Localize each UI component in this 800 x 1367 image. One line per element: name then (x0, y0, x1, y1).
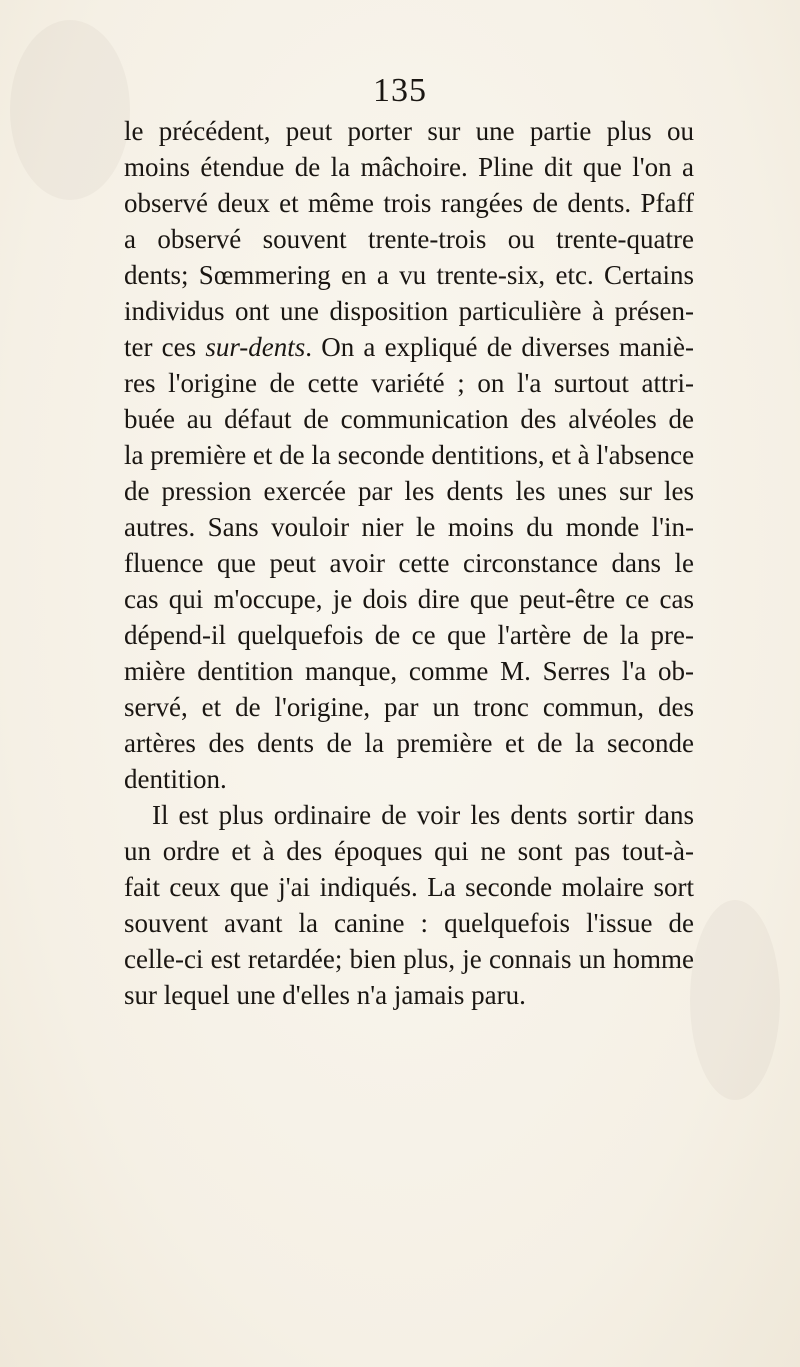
text-line: res l'origine de cette variété ; on l'a surtout attri- (124, 368, 694, 398)
text-line: de pression exercée par les dents les unes sur les (124, 476, 694, 506)
text-line: individus ont une disposition particulière à présen- (124, 296, 694, 326)
text-line: artères des dents de la première et de la seconde (124, 728, 694, 758)
paper-stain (10, 20, 130, 200)
text-line: dépend-il quelquefois de ce que l'artère de la pre- (124, 620, 694, 650)
text-line: celle-ci est retardée; bien plus, je connais un homme (124, 944, 694, 974)
text-line: a observé souvent trente-trois ou trente-quatre (124, 224, 694, 254)
text-line: buée au défaut de communication des alvéoles de (124, 404, 694, 434)
text-line: fluence que peut avoir cette circonstance dans le (124, 548, 694, 578)
text-line: fait ceux que j'ai indiqués. La seconde molaire sort (124, 872, 694, 902)
text-line: dents; Sœmmering en a vu trente-six, etc. Certains (124, 260, 694, 290)
text-line: souvent avant la canine : quelquefois l'issue de (124, 908, 694, 938)
paper-stain (690, 900, 780, 1100)
text-line-with-italic: ter ces sur-dents. On a expliqué de diverses maniè- (124, 332, 695, 362)
text-line: sur lequel une d'elles n'a jamais paru. (124, 980, 526, 1010)
text-line: autres. Sans vouloir nier le moins du monde l'in- (124, 512, 694, 542)
text-line: observé deux et même trois rangées de dents. Pfaff (124, 188, 694, 218)
text-line: Il est plus ordinaire de voir les dents sortir dans (152, 800, 694, 830)
text-line: moins étendue de la mâchoire. Pline dit que l'on a (124, 152, 694, 182)
text-line: cas qui m'occupe, je dois dire que peut-être ce cas (124, 584, 694, 614)
italic-term: sur-dents (205, 332, 306, 362)
text-line: servé, et de l'origine, par un tronc commun, des (124, 692, 694, 722)
body-text (124, 113, 694, 1013)
text-line: mière dentition manque, comme M. Serres l'a ob- (124, 656, 694, 686)
text-line: dentition. (124, 764, 227, 794)
text-line: un ordre et à des époques qui ne sont pas tout-à- (124, 836, 694, 866)
text-line: la première et de la seconde dentitions, et à l'absence (124, 440, 695, 470)
page-number: 135 (373, 72, 427, 109)
text-line: le précédent, peut porter sur une partie plus ou (124, 116, 694, 146)
